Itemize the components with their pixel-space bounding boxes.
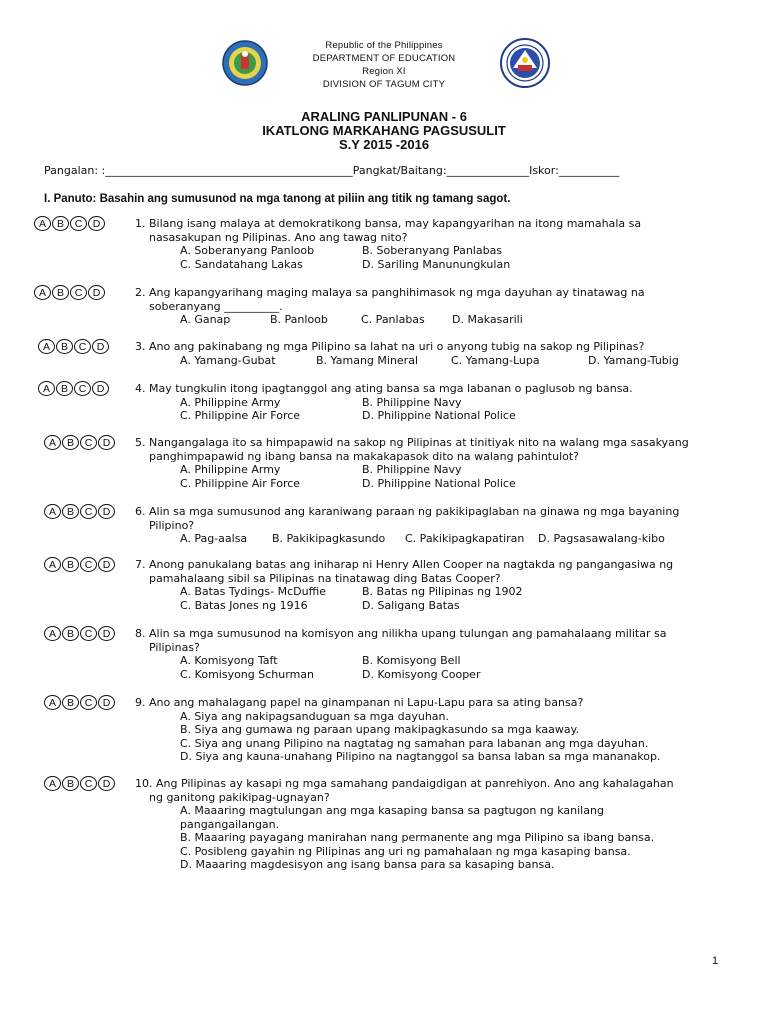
answer-bubble-d[interactable]: D <box>88 216 105 231</box>
question-text: Pilipinas? <box>149 640 200 654</box>
answer-bubble-c[interactable]: C <box>70 216 87 231</box>
answer-bubble-c[interactable]: C <box>74 381 91 396</box>
answer-bubble-c[interactable]: C <box>80 435 97 450</box>
question-text: panghimpapawid ng ibang bansa na makakapasok dito na walang pahintulot? <box>149 449 580 463</box>
header-region: Region XI <box>362 66 406 77</box>
answer-option: A. Batas Tydings- McDuffie <box>180 585 326 598</box>
question-text: Pilipino? <box>149 518 195 532</box>
question-text: 8. Alin sa mga sumusunod na komisyon ang nilikha upang tulungan ang pamahalaang militar sa <box>135 627 667 640</box>
answer-option: D. Saligang Batas <box>362 598 460 612</box>
question-text: 10. Ang Pilipinas ay kasapi ng mga samahang pandaigdigan at panrehiyon. Ano ang kahalagahan <box>135 777 674 790</box>
answer-option: D. Komisyong Cooper <box>362 667 481 681</box>
answer-option: B. Maaaring payagang manirahan nang permanente ang mga Pilipino sa ibang bansa. <box>180 831 655 844</box>
answer-option: C. Batas Jones ng 1916 <box>180 598 308 612</box>
exam-subject-title: ARALING PANLIPUNAN - 6 <box>301 109 467 124</box>
answer-bubbles <box>38 381 109 396</box>
answer-option: B. Pakikipagkasundo <box>272 532 386 545</box>
answer-bubble-d[interactable]: D <box>98 776 115 791</box>
answer-option: D. Pagsasawalang-kibo <box>538 532 665 545</box>
answer-bubble-d[interactable]: D <box>92 381 109 396</box>
answer-option: C. Pakikipagkapatiran <box>405 532 525 545</box>
question-text: 5. Nangangalaga ito sa himpapawid na sakop ng Pilipinas at tinitiyak nito na walang mga sasakyang <box>135 436 689 449</box>
answer-bubbles <box>38 339 109 354</box>
answer-option: D. Makasarili <box>452 313 523 326</box>
answer-bubble-d[interactable]: D <box>98 435 115 450</box>
answer-bubbles <box>44 776 115 791</box>
answer-bubble-c[interactable]: C <box>70 285 87 300</box>
student-info-line: Pangalan: :_____________________________________________Pangkat/Baitang:_______________Iskor:___________ <box>44 164 620 177</box>
answer-option: C. Panlabas <box>361 313 425 326</box>
answer-option: A. Philippine Army <box>180 463 281 476</box>
answer-bubbles <box>44 435 115 450</box>
question-text: soberanyang __________. <box>149 299 283 313</box>
answer-option: A. Maaaring magtulungan ang mga kasaping bansa sa pagtugon ng kanilang <box>180 804 604 817</box>
answer-option: D. Sariling Manunungkulan <box>362 257 511 271</box>
answer-bubble-b[interactable]: B <box>56 381 73 396</box>
answer-bubble-b[interactable]: B <box>52 285 69 300</box>
answer-bubble-a[interactable]: A <box>34 285 51 300</box>
answer-bubbles <box>34 216 105 231</box>
answer-option: B. Philippine Navy <box>362 463 462 476</box>
answer-option: D. Philippine National Police <box>362 476 516 490</box>
header-division: DIVISION OF TAGUM CITY <box>322 79 446 90</box>
answer-bubble-a[interactable]: A <box>44 695 61 710</box>
answer-bubble-c[interactable]: C <box>80 626 97 641</box>
answer-bubble-a[interactable]: A <box>38 339 55 354</box>
answer-option: C. Siya ang unang Pilipino na nagtatag ng samahan para labanan ang mga dayuhan. <box>180 736 649 750</box>
answer-option: D. Philippine National Police <box>362 409 516 422</box>
question-text: nasasakupan ng Pilipinas. Ano ang tawag nito? <box>149 230 408 244</box>
answer-bubble-d[interactable]: D <box>88 285 105 300</box>
answer-bubbles <box>44 626 115 641</box>
answer-bubble-a[interactable]: A <box>34 216 51 231</box>
question-text: 3. Ano ang pakinabang ng mga Pilipino sa lahat na uri o anyong tubig na sakop ng Pilipinas? <box>135 340 645 353</box>
answer-option: C. Komisyong Schurman <box>180 667 314 681</box>
answer-option: D. Siya ang kauna-unahang Pilipino na nagtanggol sa bansa laban sa mga mananakop. <box>180 750 661 763</box>
question-text: ng ganitong pakikipag-ugnayan? <box>149 790 330 804</box>
answer-bubble-a[interactable]: A <box>38 381 55 396</box>
answer-option: D. Maaaring magdesisyon ang isang bansa para sa kasaping bansa. <box>180 858 555 871</box>
question-text: 4. May tungkulin itong ipagtanggol ang ating bansa sa mga labanan o paglusob ng bansa. <box>135 382 633 395</box>
answer-option: pangangailangan. <box>180 817 280 831</box>
header-department: DEPARTMENT OF EDUCATION <box>312 53 456 64</box>
question-text: 2. Ang kapangyarihang maging malaya sa panghihimasok ng mga dayuhan ay tinatawag na <box>135 286 645 299</box>
answer-option: A. Pag-aalsa <box>180 532 248 545</box>
answer-bubble-d[interactable]: D <box>92 339 109 354</box>
answer-bubble-a[interactable]: A <box>44 435 61 450</box>
answer-bubble-a[interactable]: A <box>44 504 61 519</box>
question-text: pamahalaang sibil sa Pilipinas na tinatawag ding Batas Cooper? <box>149 571 501 585</box>
answer-bubble-a[interactable]: A <box>44 776 61 791</box>
answer-bubble-b[interactable]: B <box>62 776 79 791</box>
answer-bubble-d[interactable]: D <box>98 626 115 641</box>
answer-option: A. Komisyong Taft <box>180 654 278 667</box>
answer-option: C. Posibleng gayahin ng Pilipinas ang uri ng pamahalaan ng mga kasaping bansa. <box>180 844 631 858</box>
answer-bubble-d[interactable]: D <box>98 557 115 572</box>
instruction-text: I. Panuto: Basahin ang sumusunod na mga tanong at piliin ang titik ng tamang sagot. <box>44 193 511 205</box>
answer-bubble-c[interactable]: C <box>80 695 97 710</box>
question-text: 6. Alin sa mga sumusunod ang karaniwang paraan ng pakikipaglaban na ginawa ng mga bayaning <box>135 505 680 518</box>
page-number: 1 <box>712 955 719 967</box>
answer-bubbles <box>44 557 115 572</box>
answer-bubbles <box>44 695 115 710</box>
answer-bubble-c[interactable]: C <box>80 504 97 519</box>
answer-bubble-d[interactable]: D <box>98 504 115 519</box>
answer-option: C. Sandatahang Lakas <box>180 257 303 271</box>
answer-bubble-d[interactable]: D <box>98 695 115 710</box>
header-republic: Republic of the Philippines <box>325 40 443 51</box>
answer-option: A. Ganap <box>180 313 231 326</box>
answer-bubble-c[interactable]: C <box>74 339 91 354</box>
answer-option: C. Philippine Air Force <box>180 476 301 490</box>
school-year-title: S.Y 2015 -2016 <box>338 137 430 152</box>
answer-option: C. Philippine Air Force <box>180 409 301 422</box>
answer-option: B. Philippine Navy <box>362 395 462 409</box>
answer-option: A. Philippine Army <box>180 395 281 409</box>
exam-name-title: IKATLONG MARKAHANG PAGSUSULIT <box>262 123 506 138</box>
question-text: 9. Ano ang mahalagang papel na ginampanan ni Lapu-Lapu para sa ating bansa? <box>135 696 584 709</box>
answer-bubble-c[interactable]: C <box>80 557 97 572</box>
answer-bubble-b[interactable]: B <box>56 339 73 354</box>
answer-bubble-b[interactable]: B <box>62 557 79 572</box>
answer-bubbles <box>34 285 105 300</box>
answer-option: B. Yamang Mineral <box>316 353 418 367</box>
answer-bubble-a[interactable]: A <box>44 557 61 572</box>
question-text: 7. Anong panukalang batas ang iniharap ni Henry Allen Cooper na nagtakda ng pangangasiwa ng <box>135 558 674 571</box>
answer-bubble-b[interactable]: B <box>52 216 69 231</box>
answer-option: B. Komisyong Bell <box>362 654 461 667</box>
answer-option: B. Siya ang gumawa ng paraan upang makipagkasundo sa mga kaaway. <box>180 723 580 736</box>
answer-option: B. Batas ng Pilipinas ng 1902 <box>362 585 523 598</box>
answer-bubble-b[interactable]: B <box>62 435 79 450</box>
answer-bubble-b[interactable]: B <box>62 626 79 641</box>
answer-option: D. Yamang-Tubig <box>588 353 679 367</box>
answer-option: B. Soberanyang Panlabas <box>362 244 503 257</box>
answer-option: B. Panloob <box>270 313 328 326</box>
answer-option: A. Soberanyang Panloob <box>180 244 315 257</box>
question-text: 1. Bilang isang malaya at demokratikong bansa, may kapangyarihan na itong mamahala sa <box>135 217 642 230</box>
answer-bubbles <box>44 504 115 519</box>
answer-bubble-a[interactable]: A <box>44 626 61 641</box>
answer-bubble-b[interactable]: B <box>62 695 79 710</box>
answer-option: A. Yamang-Gubat <box>180 353 276 367</box>
answer-option: C. Yamang-Lupa <box>451 353 540 367</box>
answer-bubble-b[interactable]: B <box>62 504 79 519</box>
answer-bubble-c[interactable]: C <box>80 776 97 791</box>
answer-option: A. Siya ang nakipagsanduguan sa mga dayuhan. <box>180 709 449 723</box>
